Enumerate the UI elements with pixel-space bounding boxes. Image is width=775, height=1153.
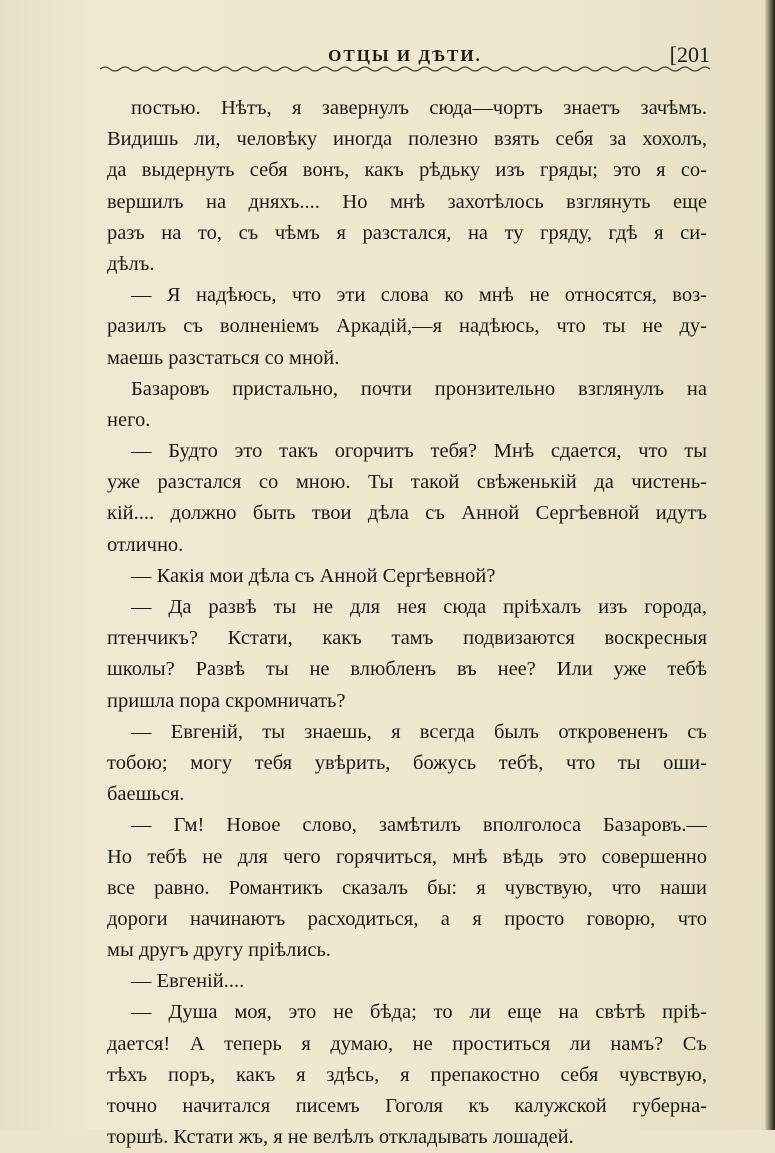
text-line: — Душа моя, это не бѣда; то ли еще на свѣтѣ пріѣ-	[131, 1001, 707, 1024]
text-line: торшѣ. Кстати жъ, я не велѣлъ откладывать лошадей.	[107, 1126, 574, 1149]
paragraph	[107, 810, 707, 966]
paragraph	[107, 436, 707, 561]
text-line: вершилъ на дняхъ.... Но мнѣ захотѣлось взглянуть еще	[107, 190, 707, 213]
text-line: все равно. Романтикъ сказалъ бы: я чувствую, что наши	[107, 876, 707, 899]
running-title: ОТЦЫ И ДѢТИ.	[328, 46, 482, 65]
text-line: — Евгеній, ты знаешь, я всегда былъ откровененъ съ	[131, 720, 707, 743]
text-line: — Будто это такъ огорчитъ тебя? Мнѣ сдается, что ты	[131, 440, 707, 463]
text-line: Но тебѣ не для чего горячиться, мнѣ вѣдь это совершенно	[107, 845, 707, 868]
paragraph	[107, 592, 707, 717]
text-line: отлично.	[107, 533, 184, 556]
body-text	[107, 93, 707, 1153]
text-line: маешь разстаться со мной.	[107, 346, 340, 369]
paragraph	[107, 374, 707, 436]
text-line: баешься.	[107, 783, 185, 806]
text-line: мы другъ другу пріѣлись.	[107, 939, 331, 962]
text-line: дороги начинаютъ расходиться, а я просто говорю, что	[107, 907, 707, 930]
page-edge-shadow	[765, 0, 775, 1130]
page-number: [201	[669, 42, 710, 67]
paragraph	[107, 280, 707, 374]
text-line: постью. Нѣтъ, я завернулъ сюда—чортъ знаетъ зачѣмъ.	[131, 97, 707, 119]
text-line: да выдернуть себя вонъ, какъ рѣдьку изъ гряды; это я со-	[107, 159, 707, 182]
paragraph	[107, 717, 707, 811]
text-line: него.	[107, 408, 151, 431]
text-line: разъ на то, съ чѣмъ я разстался, на ту гряду, гдѣ я си-	[107, 221, 707, 244]
text-line: — Я надѣюсь, что эти слова ко мнѣ не относятся, воз-	[131, 284, 707, 307]
text-line: — Какія мои дѣла съ Анной Сергѣевной?	[131, 564, 496, 587]
text-line: — Да развѣ ты не для нея сюда пріѣхалъ изъ города,	[131, 596, 707, 618]
text-line: точно начитался писемъ Гоголя къ калужской губерна-	[107, 1095, 707, 1117]
text-line: тобою; могу тебя увѣрить, божусь тебѣ, что ты оши-	[107, 751, 707, 774]
text-line: кій.... должно быть твои дѣла съ Анной Сергѣевной идутъ	[107, 502, 707, 525]
text-line: — Евгеній....	[131, 970, 245, 993]
paragraph	[107, 966, 707, 997]
text-line: пришла пора скромничать?	[107, 689, 346, 712]
header-rule	[100, 64, 710, 74]
text-line: уже разстался со мною. Ты такой свѣженькій да чистень-	[107, 471, 707, 494]
text-line: школы? Развѣ ты не влюбленъ въ нее? Или уже тебѣ	[107, 658, 707, 681]
text-line: дѣлъ.	[107, 252, 155, 275]
paragraph	[107, 93, 707, 280]
paragraph	[107, 561, 707, 592]
text-line: — Гм! Новое слово, замѣтилъ вполголоса Базаровъ.—	[131, 814, 707, 837]
text-line: Видишь ли, человѣку иногда полезно взять себя за хохолъ,	[107, 128, 707, 151]
text-line: тѣхъ поръ, какъ я здѣсь, я препакостно себя чувствую,	[107, 1063, 707, 1086]
text-line: дается! А теперь я думаю, не проститься ли намъ? Съ	[107, 1032, 707, 1055]
text-line: разилъ съ волненіемъ Аркадій,—я надѣюсь, что ты не ду-	[107, 315, 707, 338]
text-line: птенчикъ? Кстати, какъ тамъ подвизаются воскресныя	[107, 627, 707, 650]
text-line: Базаровъ пристально, почти пронзительно взглянулъ на	[131, 377, 707, 400]
